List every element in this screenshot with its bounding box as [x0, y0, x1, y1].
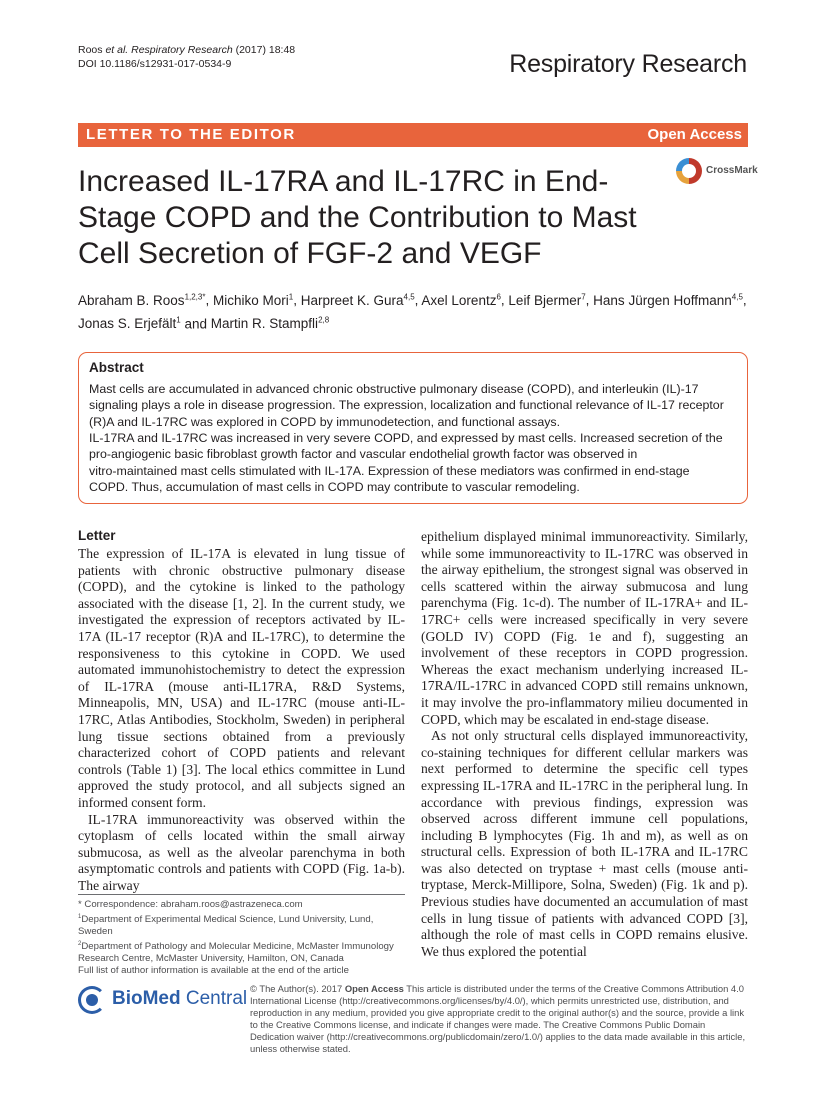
author-affiliation: 6: [496, 292, 501, 301]
paragraph: As not only structural cells displayed immunoreactivity, co-staining techniques for different cellular markers was next performed to determine the specific cell types expressing IL-17RA and IL-17RC in the peripheral lung. In accordance with previous findings, expression was observed across different immune cell populations, including B lymphocytes (Fig. 1h and m), as well as on structural cells. Expression of both IL-17RA and IL-17RC was also detected on tryptase + mast cells (mouse anti-tryptase, Merck-Millipore, Solna, Sweden) (Fig. 1k and p). Previous studies have documented an accumulation of mast cells in lung tissue of patients with advanced COPD [3], although the role of mast cells in COPD remains elusive. We thus explored the potential: [421, 728, 748, 959]
article-title: Increased IL-17RA and IL-17RC in End-Stage COPD and the Contribution to Mast Cell Secretion of FGF-2 and VEGF: [78, 165, 637, 270]
author-name: Abraham B. Roos: [78, 292, 185, 308]
left-column: [78, 546, 405, 894]
affiliation-text: Department of Pathology and Molecular Medicine, McMaster Immunology Research Centre, McMaster University, Hamilton, ON, Canada: [78, 941, 394, 965]
open-access-label[interactable]: Open Access: [647, 126, 742, 143]
biomed-central-logo[interactable]: [78, 986, 248, 1020]
crossmark-label: CrossMark: [706, 165, 758, 176]
author-list: Abraham B. Roos$^{1,2,3*}$, Michiko Mori$^1$, Harpreet K. Gura$^{4,5}$, Axel Lorentz$^6$, Leif Bjermer$^7$, Hans Jürgen Hoffmann$^{4,5}$, Jonas S. Erjefält$^1$ and Martin R. Stampfli$^{2,8}$: [78, 292, 747, 331]
abstract-box: [78, 352, 748, 504]
license-statement: [250, 983, 750, 1055]
citation-authors: Roos: [78, 44, 106, 56]
doi[interactable]: DOI 10.1186/s12931-017-0534-9: [78, 58, 232, 70]
biomed-central-icon-dot: [86, 994, 98, 1006]
license-text: This article is distributed under the terms of the Creative Commons Attribution 4.0 International License (http://creativecommons.org/licenses/by/4.0/), which permits unrestricted use, distribution, and reproduction in any medium, provided you give appropriate credit to the original author(s) and the source, provide a link to the Creative Commons license, and indicate if changes were made. The Creative Commons Public Domain Dedication waiver (http://creativecommons.org/publicdomain/zero/1.0/) applies to the data made available in this article, unless otherwise stated.: [250, 983, 746, 1054]
right-column: [421, 529, 748, 960]
author[interactable]: [213, 293, 293, 308]
abstract-line: signaling plays a role in disease progression. The expression, localization and functional relevance of IL-17 receptor: [89, 398, 724, 413]
crossmark-icon: [676, 158, 702, 184]
abstract-line: vitro-maintained mast cells stimulated with IL-17A. Expression of these mediators was confirmed in end-stage: [89, 463, 690, 478]
paragraph: IL-17RA immunoreactivity was observed within the cytoplasm of cells located within the small airway submucosa, as well as the alveolar parenchyma in both asymptomatic controls and patients with COPD (Fig. 1a-b). The airway: [78, 811, 405, 893]
author-affiliation: 4,5: [731, 292, 743, 301]
author-affiliation: 7: [581, 292, 586, 301]
author-name: Jonas S. Erjefält: [78, 316, 177, 331]
author-affiliation: 1: [288, 292, 294, 301]
author-name: Axel Lorentz: [421, 292, 497, 308]
author[interactable]: [78, 316, 181, 331]
paragraph: epithelium displayed minimal immunoreactivity. Similarly, while some immunoreactivity to IL-17RC was observed in the airway epithelium, the strongest signal was observed in cells scattered within the airway submucosa and lung parenchyma (Fig. 1c-d). The number of IL-17RA+ and IL-17RC+ cells were increased specifically in very severe (GOLD IV) COPD (Fig. 1e and f), suggesting an involvement of these receptors in COPD progression. Whereas the exact mechanism underlying increased IL-17RA/IL-17RC in advanced COPD still remains unknown, it may involve the pro-inflammatory milieu documented in COPD, which may be escalated in end-stage disease.: [421, 529, 748, 727]
author-name: Harpreet K. Gura: [300, 292, 404, 308]
correspondence[interactable]: * Correspondence: abraham.roos@astrazeneca.com: [78, 899, 303, 910]
publisher-name-bold: BioMed: [112, 988, 181, 1009]
citation: [78, 43, 295, 71]
author-affiliation: 1: [176, 315, 181, 325]
section-heading-letter: Letter: [78, 528, 116, 543]
author[interactable]: [508, 293, 585, 308]
affiliation-number: 2: [78, 941, 82, 948]
author[interactable]: [421, 293, 501, 308]
publisher-name: [112, 988, 247, 1010]
affiliation-number: 1: [78, 914, 82, 920]
abstract-line: Mast cells are accumulated in advanced chronic obstructive pulmonary disease (COPD), and interleukin (IL)-17: [89, 382, 699, 396]
license-copyright: © The Author(s). 2017: [250, 983, 345, 994]
citation-line: [78, 43, 295, 57]
paragraph: The expression of IL-17A is elevated in lung tissue of patients with chronic obstructive pulmonary disease (COPD), and the cytokine is linked to the pathology associated with the disease [1, 2]. In the current study, we investigated the expression of receptors activated by IL-17A (IL-17 receptor (R)A and IL-17RC), to determine the responsiveness to this cytokine in COPD. We used automated immunohistochemistry to detect the expression of IL-17RA (mouse anti-IL17RA, R&D Systems, Minneapolis, MN, USA) and IL-17RC (mouse anti-IL-17RC, Atlas Antibodies, Stockholm, Sweden) in peripheral lung tissue sections obtained from a previously characterized cohort of COPD patients and relevant controls (Table 1) [3]. The local ethics committee in Lund approved the study protocol, and all subjects signed an informed consent form.: [78, 546, 405, 810]
author-affiliation: 4,5: [403, 292, 415, 301]
abstract-line: COPD. Thus, accumulation of mast cells in COPD may contribute to vascular remodeling.: [89, 479, 580, 494]
footnotes: [78, 899, 408, 977]
license-open-access: Open Access: [344, 983, 404, 994]
footnote-divider: [78, 894, 405, 895]
affiliation-2: [78, 938, 408, 965]
author-name: Michiko Mori: [212, 292, 289, 308]
full-author-info: Full list of author information is available at the end of the article: [78, 965, 349, 977]
author[interactable]: [211, 316, 329, 331]
citation-journal: et al. Respiratory Research: [105, 44, 233, 56]
publisher-name-rest: Central: [180, 988, 248, 1009]
author[interactable]: [78, 293, 205, 308]
journal-name[interactable]: Respiratory Research: [509, 50, 747, 78]
citation-volume: (2017) 18:48: [232, 44, 296, 56]
article-type-banner: [78, 123, 748, 147]
author[interactable]: [301, 293, 415, 308]
author[interactable]: [593, 293, 743, 308]
abstract-line: IL-17RA and IL-17RC was increased in very severe COPD, and expressed by mast cells. Increased secretion of the: [89, 430, 723, 445]
abstract-line: pro-angiogenic basic fibroblast growth factor and vascular endothelial growth factor was observed in: [89, 447, 638, 462]
abstract-line: (R)A and IL-17RC was explored in COPD by immunodetection, and functional assays.: [89, 414, 561, 429]
author-name: Leif Bjermer: [508, 292, 582, 308]
author-affiliation: 1,2,3*: [184, 292, 206, 301]
author-name: Hans Jürgen Hoffmann: [593, 292, 732, 308]
crossmark-badge[interactable]: [676, 158, 756, 188]
affiliation-text: Department of Experimental Medical Science, Lund University, Lund, Sweden: [78, 914, 374, 938]
affiliation-1: [78, 911, 408, 938]
abstract-heading: Abstract: [89, 360, 144, 375]
author-affiliation: 2,8: [318, 315, 330, 325]
article-type: LETTER TO THE EDITOR: [86, 126, 296, 143]
author-name: Martin R. Stampfli: [210, 316, 319, 331]
